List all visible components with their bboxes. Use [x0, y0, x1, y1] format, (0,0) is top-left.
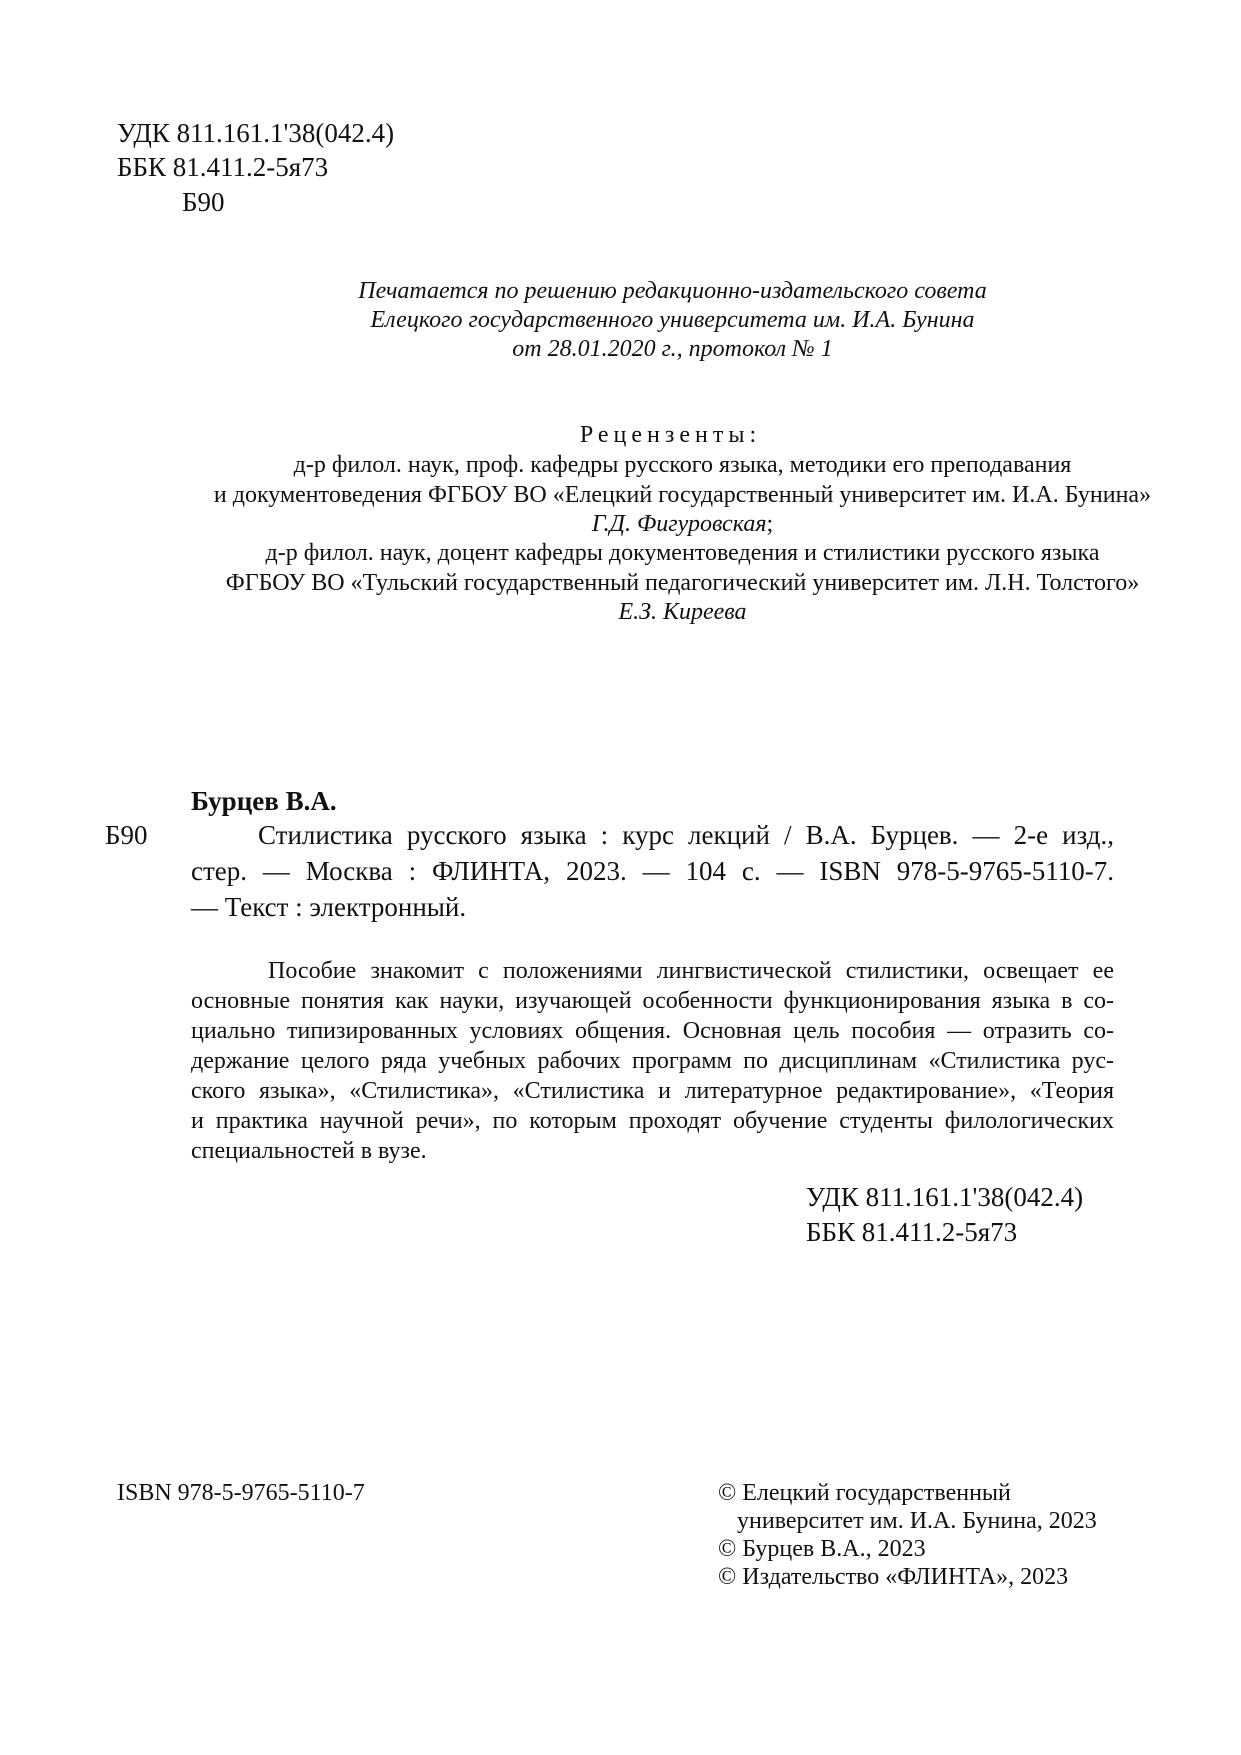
annotation-line-7: специальностей в вузе.	[191, 1138, 427, 1164]
entry-line-3: — Текст : электронный.	[191, 892, 467, 922]
bbk-code: ББК 81.411.2-5я73	[117, 152, 329, 182]
council-note-line-3: от 28.01.2020 г., протокол № 1	[512, 336, 833, 362]
udk-code-bottom: УДК 811.161.1'38(042.4)	[806, 1182, 1084, 1212]
reviewer-1-line-1: д-р филол. наук, проф. кафедры русского языка, методики его преподавания	[293, 452, 1072, 478]
annotation-line-1: Пособие знакомит с положениями лингвистической стилистики, освещает ее	[268, 958, 1114, 984]
entry-author-code: Б90	[105, 820, 148, 850]
entry-author: Бурцев В.А.	[191, 786, 337, 816]
reviewer-1-separator: ;	[766, 511, 774, 537]
reviewers-heading: Рецензенты:	[579, 422, 762, 448]
copyright-university-line-1: © Елецкий государственный	[718, 1480, 1011, 1506]
reviewer-2-line-1: д-р филол. наук, доцент кафедры документоведения и стилистики русского языка	[265, 540, 1100, 566]
reviewer-1-line-2: и документоведения ФГБОУ ВО «Елецкий государственный университет им. И.А. Бунина»	[213, 482, 1152, 508]
annotation-line-2: основные понятия как науки, изучающей особенности функционирования языка в со-	[191, 988, 1114, 1014]
isbn: ISBN 978-5-9765-5110-7	[117, 1480, 365, 1506]
council-note-line-1: Печатается по решению редакционно-издательского совета	[358, 278, 987, 304]
copyright-publisher: © Издательство «ФЛИНТА», 2023	[718, 1564, 1069, 1590]
annotation-line-6: и практика научной речи», по которым проходят обучение студенты филологических	[191, 1108, 1114, 1134]
copyright-university-line-2: университет им. И.А. Бунина, 2023	[737, 1508, 1097, 1534]
copyright-author: © Бурцев В.А., 2023	[718, 1536, 926, 1562]
bbk-code-bottom: ББК 81.411.2-5я73	[806, 1217, 1018, 1247]
annotation-line-4: держание целого ряда учебных рабочих программ по дисциплинам «Стилистика рус-	[191, 1048, 1114, 1074]
reviewer-2-name: Е.З. Киреева	[618, 599, 747, 625]
udk-code: УДК 811.161.1'38(042.4)	[117, 118, 395, 148]
annotation-line-3: циально типизированных условиях общения. Основная цель пособия — отразить со-	[191, 1018, 1114, 1044]
entry-line-1: Стилистика русского языка : курс лекций / В.А. Бурцев. — 2-е изд.,	[258, 820, 1114, 850]
annotation-line-5: ского языка», «Стилистика», «Стилистика и литературное редактирование», «Теория	[191, 1078, 1114, 1104]
reviewer-1-name-line	[62, 509, 1241, 539]
reviewer-2-line-2: ФГБОУ ВО «Тульский государственный педагогический университет им. Л.Н. Толстого»	[225, 570, 1140, 596]
reviewer-1-name: Г.Д. Фигуровская	[591, 511, 767, 537]
entry-line-2: стер. — Москва : ФЛИНТА, 2023. — 104 с. — ISBN 978-5-9765-5110-7.	[191, 856, 1114, 886]
council-note-line-2: Елецкого государственного университета им. И.А. Бунина	[370, 307, 975, 333]
author-code: Б90	[182, 187, 225, 217]
